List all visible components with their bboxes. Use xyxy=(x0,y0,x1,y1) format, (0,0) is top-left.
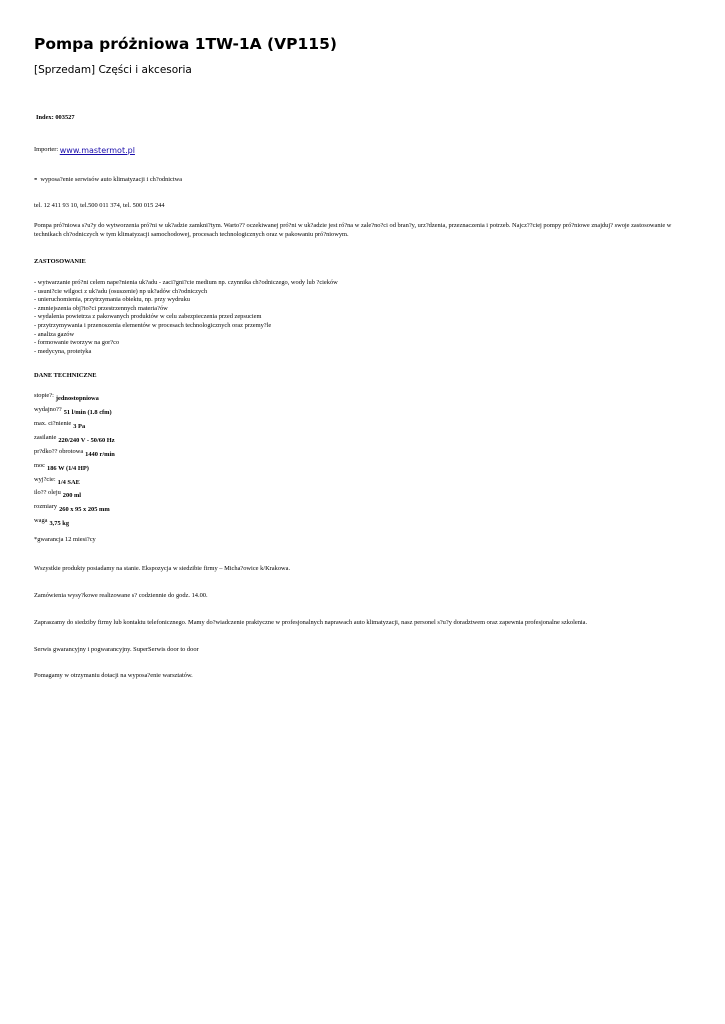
spec-value: 1440 r/min xyxy=(85,451,115,458)
spec-row xyxy=(34,420,86,432)
list-item: - formowanie tworzyw na gor?co xyxy=(34,339,120,347)
list-item: - zmniejszenia obj?to?ci przestrzennych materia?ów xyxy=(34,304,168,312)
list-item: - unieruchomienia, przytrzymania obiektu, np. przy wydruku xyxy=(34,296,190,304)
phone-numbers: tel. 12 411 93 10, tel.500 011 374, tel. 500 015 244 xyxy=(34,202,165,209)
spec-row xyxy=(34,392,99,404)
page-title: Pompa próżniowa 1TW-1A (VP115) xyxy=(34,35,337,53)
spec-value: jednostopniowa xyxy=(55,395,99,402)
spec-label: wydajno?? xyxy=(34,406,62,413)
spec-label: rozmiary xyxy=(34,503,58,510)
spec-value: 260 x 95 x 205 mm xyxy=(59,506,110,513)
spec-row xyxy=(34,503,110,515)
spec-label: max. ci?nienie xyxy=(34,420,72,427)
spec-label: pr?dko?? obrotowa xyxy=(34,448,84,455)
spec-value: 1/4 SAE xyxy=(57,479,80,486)
list-item: - wytwarzanie pró?ni celem nape?nienia uk?adu - zaci?gni?cie medium np. czynnika ch?odniczego, wody lub ?cieków xyxy=(34,279,338,286)
services-text: wyposa?enie serwisów auto klimatyzacji i ch?odnictwa xyxy=(40,176,183,183)
list-item: - analiza gazów xyxy=(34,330,75,338)
services-row xyxy=(34,175,182,185)
spec-label: ilo?? oleju xyxy=(34,489,61,496)
spec-value: 51 l/min (1.8 cfm) xyxy=(63,409,112,416)
list-item: - przytrzymywania i przenoszenia elementów w procesach technologicznych oraz przemy?le xyxy=(34,321,272,329)
shipping-paragraph: Zamówienia wysy?kowe realizowane s? codziennie do godz. 14.00. xyxy=(34,592,208,599)
spec-value: 200 ml xyxy=(62,492,82,499)
category-subtitle: [Sprzedam] Części i akcesoria xyxy=(34,64,192,76)
dane-techniczne-heading: DANE TECHNICZNE xyxy=(34,372,97,379)
spec-row xyxy=(34,476,80,488)
importer-link[interactable]: www.mastermot.pl xyxy=(59,146,135,155)
spec-label: stopie?: xyxy=(34,392,54,399)
intro-paragraph: Pompa pró?niowa s?u?y do wytworzenia pró?ni w uk?adzie zamkni?tym. Warto?? oczekiwanej pró?ni w uk?adzie jest ró?na w zale?no?ci od bran?y, urz?dzenia, przeznaczenia i potrzeb. Najcz??ciej pompy pró?niowe znajduj? swoje zastosowanie w technikach ch?odniczych w tym klimatyzacji samochodowej, procesach technologicznych oraz w pakowaniu pró?niowym. xyxy=(34,222,672,238)
subsidy-paragraph: Pomagamy w otrzymaniu dotacji na wyposa?enie warsztatów. xyxy=(34,672,193,679)
stock-paragraph: Wszystkie produkty posiadamy na stanie. Ekspozycja w siedzibie firmy – Micha?owice k/Krakowa. xyxy=(34,565,291,572)
list-item: - medycyna, protetyka xyxy=(34,347,92,355)
spec-row xyxy=(34,434,115,446)
spec-row xyxy=(34,462,89,474)
uses-list xyxy=(34,279,338,356)
spec-row xyxy=(34,517,70,529)
list-item: - usuni?cie wilgoci z uk?adu (osuszenie) np uk?adów ch?odniczych xyxy=(34,287,208,295)
contact-paragraph: Zapraszamy do siedziby firmy lub kontaktu telefonicznego. Mamy do?wiadczenie praktyczne w profesjonalnych naprawach auto klimatyzacji, nasz personel s?u?y doradztwem oraz zapewnia profesjonalne szkolenia. xyxy=(34,619,588,626)
product-index: Index: 003527 xyxy=(36,114,75,121)
spec-label: zasilanie xyxy=(34,434,57,441)
spec-row xyxy=(34,489,82,501)
spec-label: waga xyxy=(34,517,48,524)
zastosowanie-heading: ZASTOSOWANIE xyxy=(34,258,86,265)
spec-row xyxy=(34,406,112,418)
spec-value: 3 Pa xyxy=(73,423,86,430)
spec-label: moc xyxy=(34,462,46,469)
spec-row xyxy=(34,448,115,460)
spec-value: 220/240 V - 50/60 Hz xyxy=(58,437,115,444)
importer-row xyxy=(34,145,135,155)
list-item: - wydalenia powietrza z pakowanych produktów w celu zabezpieczenia przed zepsuciem xyxy=(34,313,262,321)
spec-label: wyj?cie: xyxy=(34,476,56,483)
importer-label: Importer: xyxy=(34,146,59,153)
dash-bullet: - xyxy=(34,174,38,183)
spec-value: 186 W (1/4 HP) xyxy=(47,465,89,472)
service-paragraph: Serwis gwarancyjny i pogwarancyjny. SuperSerwis door to door xyxy=(34,646,199,653)
warranty-note: *gwarancja 12 miesi?cy xyxy=(34,536,96,543)
spec-value: 3,75 kg xyxy=(49,520,70,527)
